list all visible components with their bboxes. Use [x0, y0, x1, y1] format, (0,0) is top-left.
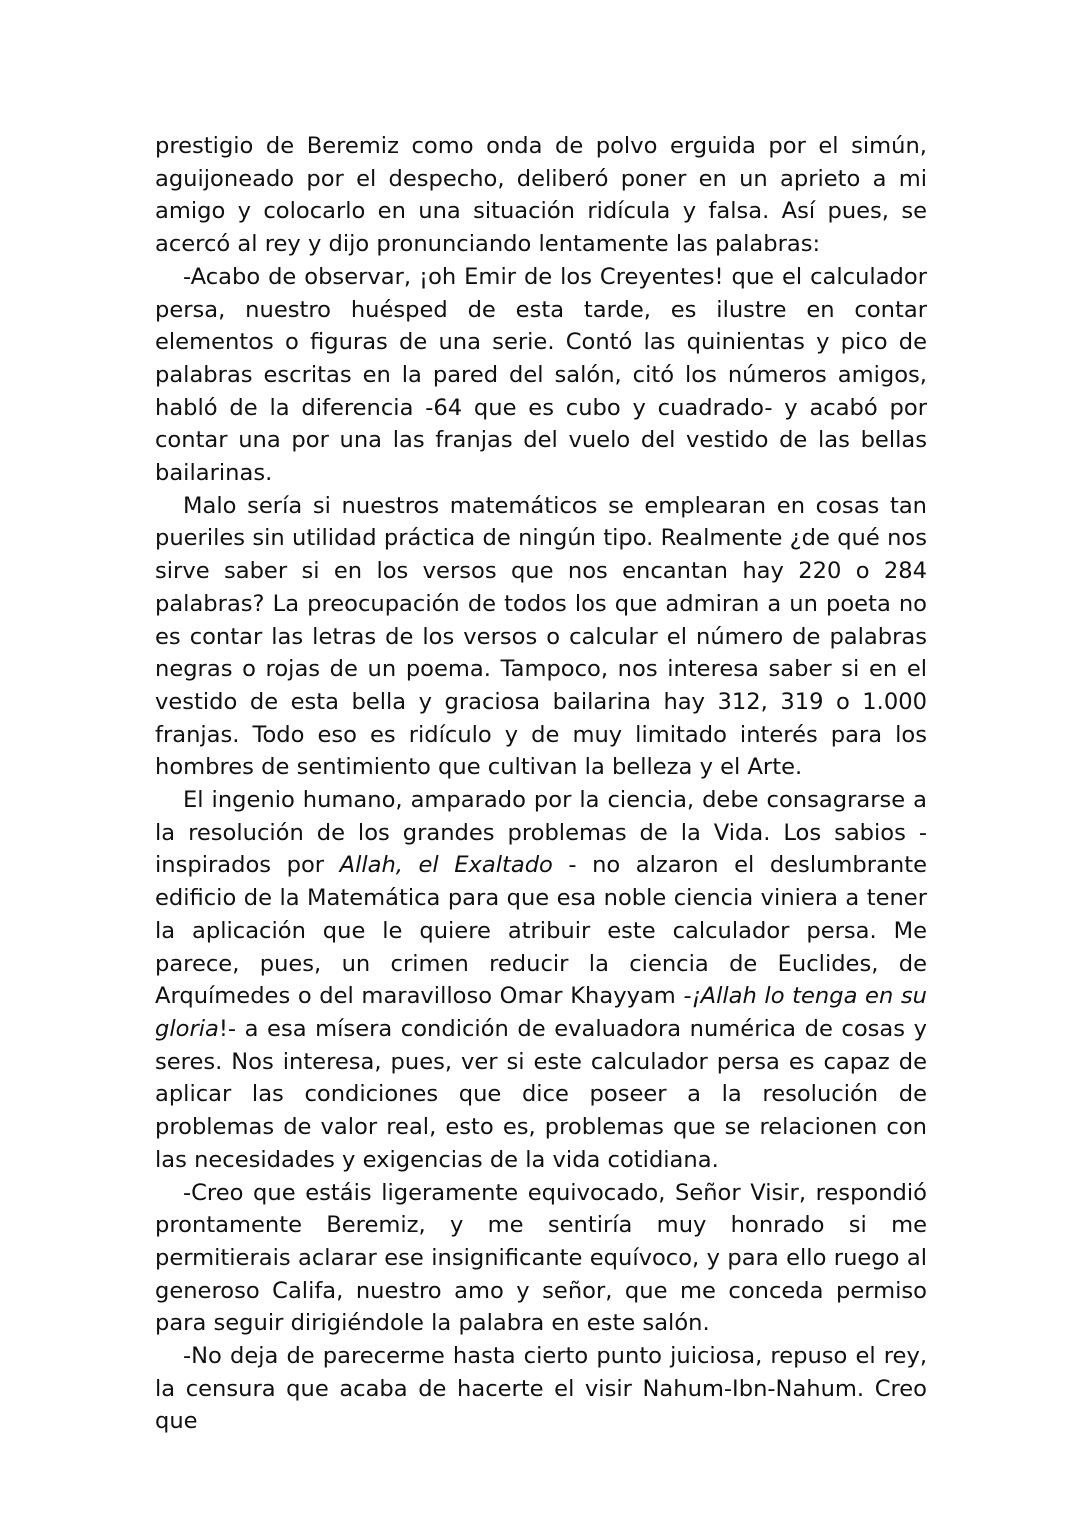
- paragraph: [155, 130, 927, 261]
- text-run: prestigio de Beremiz como onda de polvo erguida por el simún, aguijoneado por el despecho, deliberó poner en un aprieto a mi amigo y colocarlo en una situación ridícula y falsa. Así pues, se acercó al rey y dijo pronunciando lentamente las palabras:: [155, 133, 927, 258]
- text-run: Malo sería si nuestros matemáticos se emplearan en cosas tan pueriles sin utilidad práctica de ningún tipo. Realmente ¿de qué nos sirve saber si en los versos que nos encantan hay 220 o 284 palabras? La preocupación de todos los que admiran a un poeta no es contar las letras de los versos o calcular el número de palabras negras o rojas de un poema. Tampoco, nos interesa saber si en el vestido de esta bella y graciosa bailarina hay 312, 319 o 1.000 franjas. Todo eso es ridículo y de muy limitado interés para los hombres de sentimiento que cultivan la belleza y el Arte.: [155, 492, 927, 781]
- text-run: !- a esa mísera condición de evaluadora numérica de cosas y seres. Nos interesa, pues, ver si este calculador persa es capaz de aplicar las condiciones que dice poseer a la resolución de problemas de valor real, esto es, problemas que se relacionen con las necesidades y exigencias de la vida cotidiana.: [155, 1015, 927, 1173]
- text-run: -Creo que estáis ligeramente equivocado, Señor Visir, respondió prontamente Beremiz, y me sentiría muy honrado si me permitierais aclarar ese insignificante equívoco, y para ello ruego al generoso Califa, nuestro amo y señor, que me conceda permiso para seguir dirigiéndole la palabra en este salón.: [155, 1179, 927, 1337]
- body-text: [155, 130, 927, 1438]
- italic-text-run: Allah, el Exaltado: [339, 852, 553, 879]
- text-run: El ingenio humano, amparado por la ciencia, debe consagrarse a la resolución de los grandes problemas de la Vida. Los sabios -inspirados por: [155, 787, 927, 879]
- text-run: - no alzaron el deslumbrante edificio de la Matemática para que esa noble ciencia viniera a tener la aplicación que le quiere atribuir este calculador persa. Me parece, pues, un crimen reducir la ciencia de Euclides, de Arquímedes o del maravilloso Omar Khayyam: [155, 852, 927, 1010]
- italic-text-run: -¡Allah lo tenga en su gloria: [155, 983, 927, 1042]
- text-run: -No deja de parecerme hasta cierto punto juiciosa, repuso el rey, la censura que acaba de hacerte el visir Nahum-Ibn-Nahum. Creo que: [155, 1343, 927, 1435]
- paragraph: [155, 784, 927, 1176]
- text-run: -Acabo de observar, ¡oh Emir de los Creyentes! que el calculador persa, nuestro huésped de esta tarde, es ilustre en contar elementos o figuras de una serie. Contó las quinientas y pico de palabras escritas en la pared del salón, citó los números amigos, habló de la diferencia -64 que es cubo y cuadrado- y acabó por contar una por una las franjas del vuelo del vestido de las bellas bailarinas.: [155, 263, 927, 487]
- paragraph: [155, 261, 927, 490]
- paragraph: [155, 1177, 927, 1341]
- paragraph: [155, 1340, 927, 1438]
- paragraph: [155, 490, 927, 784]
